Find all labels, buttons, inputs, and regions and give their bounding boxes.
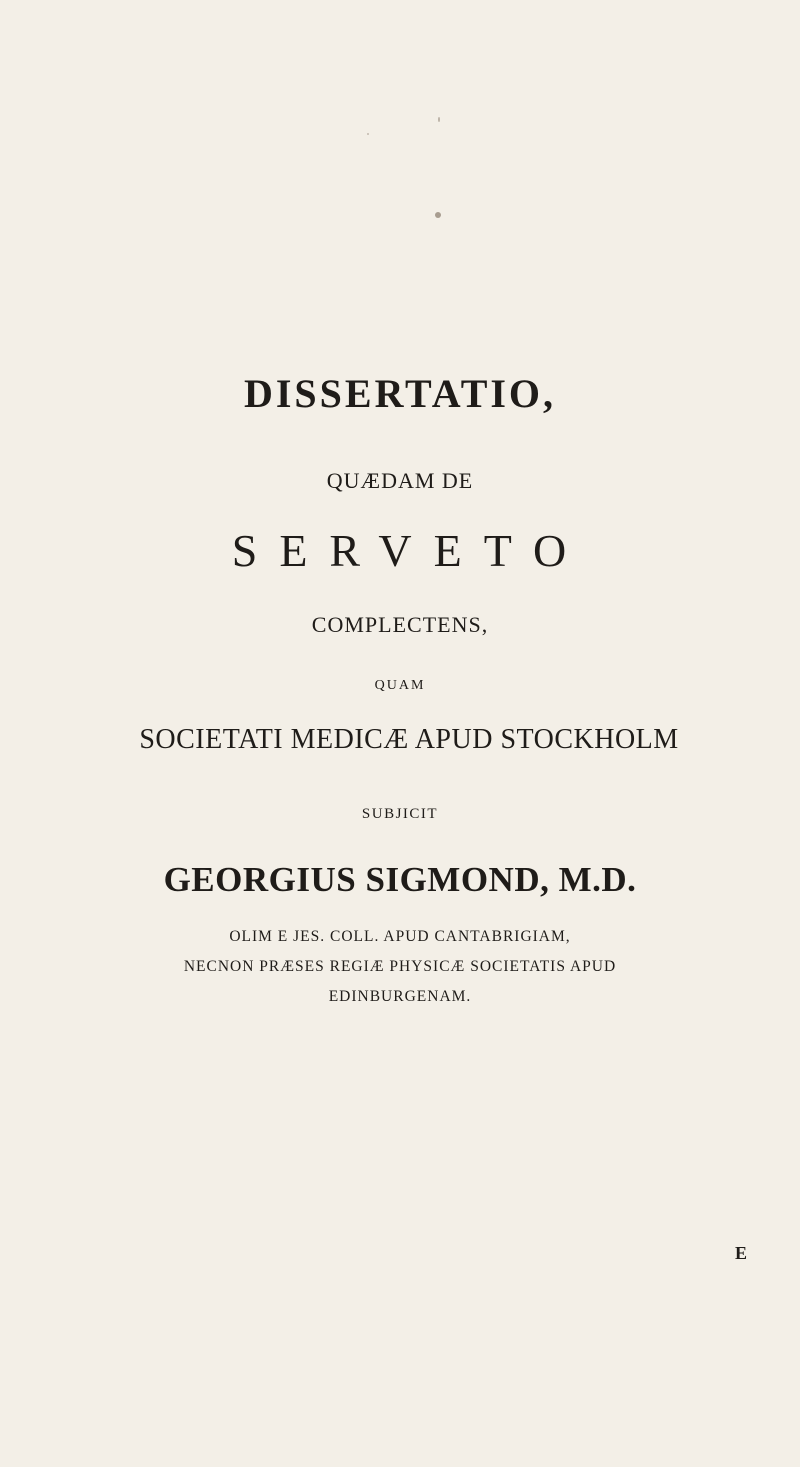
author-credentials-line-1: OLIM E JES. COLL. APUD CANTABRIGIAM, <box>229 928 571 945</box>
subject-name: SERVETO <box>231 525 589 576</box>
dissertation-title: DISSERTATIO, <box>243 371 557 416</box>
subtitle-subjicit: SUBJICIT <box>361 806 439 822</box>
author-credentials-line-2: NECNON PRÆSES REGIÆ PHYSICÆ SOCIETATIS APUD <box>183 958 617 975</box>
catchword: E <box>735 1243 748 1263</box>
subtitle-quam: QUAM <box>374 678 426 693</box>
recipient-society: SOCIETATI MEDICÆ APUD STOCKHOLM <box>139 724 679 755</box>
ink-speck <box>367 133 369 135</box>
subtitle-quaedam: QUÆDAM DE <box>326 468 474 493</box>
author-name: GEORGIUS SIGMOND, M.D. <box>163 860 637 899</box>
subtitle-complectens: COMPLECTENS, <box>311 612 489 637</box>
ink-speck <box>435 212 441 218</box>
ink-speck <box>438 117 440 122</box>
author-credentials-line-3: EDINBURGENAM. <box>328 988 472 1005</box>
